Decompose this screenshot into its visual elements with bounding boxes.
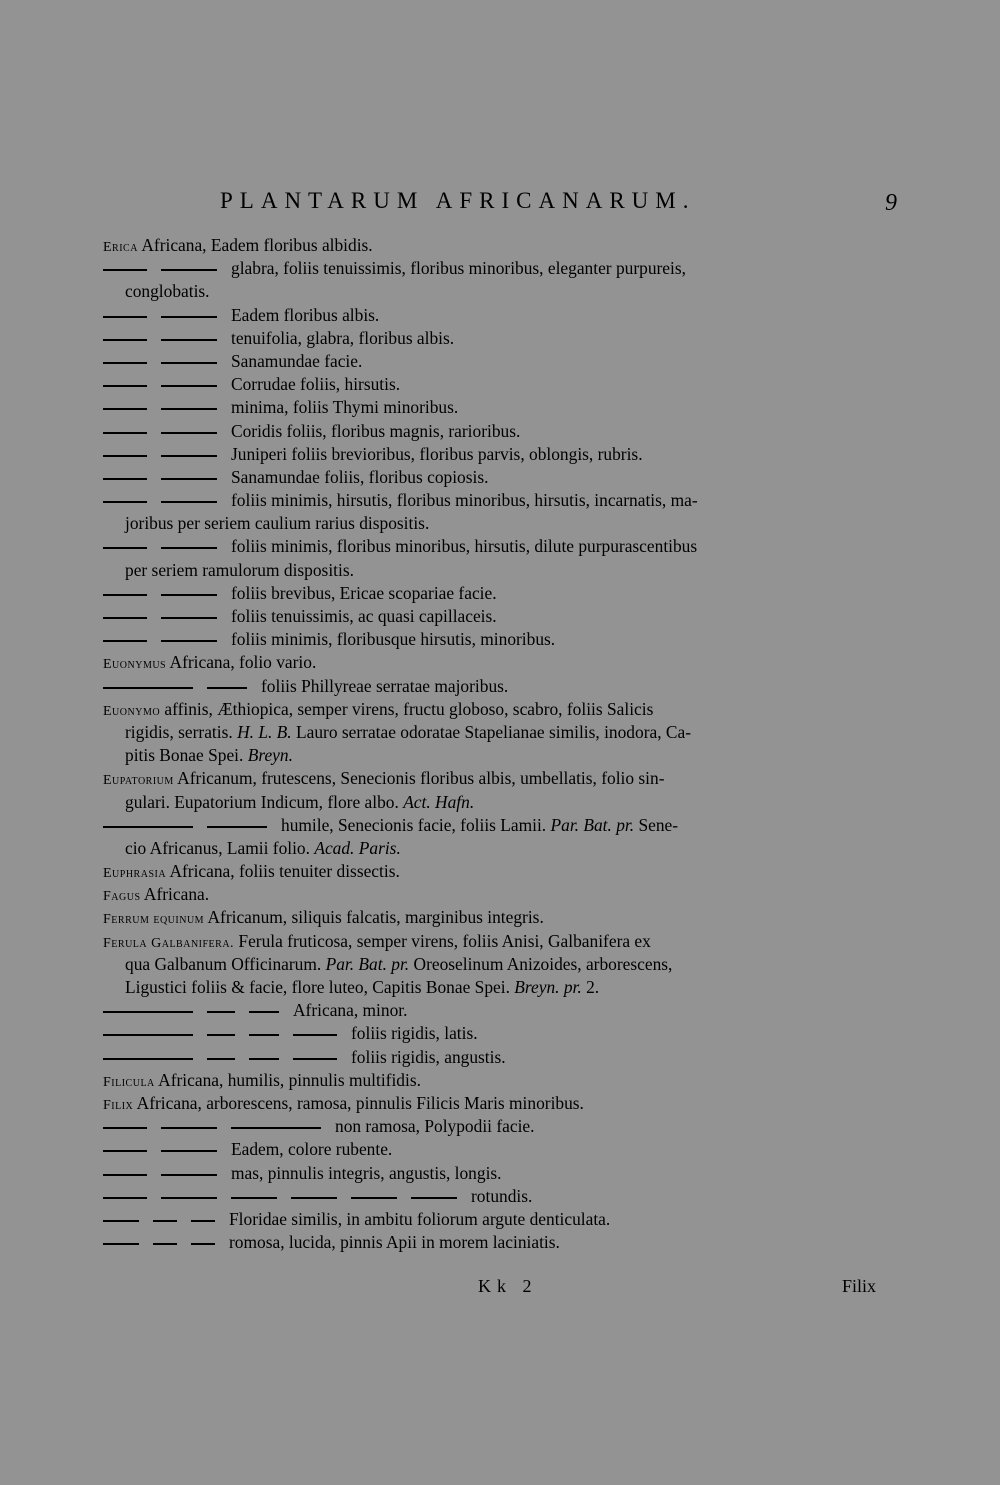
entry-text: foliis minimis, floribus minoribus, hirsutis, dilute purpurascentibus [231,536,698,557]
entry-line [103,860,893,883]
entry-text: conglobatis. [125,281,210,302]
ditto-dash [103,385,147,387]
ditto-dash [207,1011,235,1013]
entry-line [103,883,893,906]
ditto-dash [291,1197,337,1199]
ditto-dash [103,455,147,457]
entry-text: Africana, minor. [293,1000,408,1021]
signature-mark: Kk 2 [478,1276,538,1296]
running-head: PLANTARUM AFRICANARUM. [220,188,696,213]
entry-text: humile, Senecionis facie, foliis Lamii. [281,814,551,835]
sub-entry-line [103,999,893,1022]
entry-text: Eadem floribus albis. [231,304,380,325]
genus-name: Euonymus [103,657,167,673]
ditto-dash [161,478,217,480]
ditto-dash [161,362,217,364]
entry-text: Africana, foliis tenuiter dissectis. [166,861,400,882]
ditto-dash [161,547,217,549]
entry-text-tail: Lauro serratae odoratae Stapelianae similis, inodora, Ca- [291,721,692,742]
entry-text: foliis brevibus, Ericae scopariae facie. [231,582,497,603]
sub-entry-line [103,1231,893,1254]
ditto-dash [103,594,147,596]
sub-entry-line [103,373,893,396]
ditto-dash [103,826,193,828]
ditto-dash [161,316,217,318]
ditto-dash [207,1034,235,1036]
ditto-dash [103,408,147,410]
sub-entry-line [103,814,893,837]
sub-entry-line [103,675,893,698]
ditto-dash [191,1243,215,1245]
sub-entry-line [103,1138,893,1161]
ditto-dash [161,1127,217,1129]
entry-text: Africana, arborescens, ramosa, pinnulis Filicis Maris minoribus. [133,1092,584,1113]
ditto-dash [231,1127,321,1129]
sub-entry-line [103,1185,893,1208]
sub-entry-line [103,535,893,558]
ditto-dash [103,1011,193,1013]
ditto-dash [103,1058,193,1060]
entry-line [103,767,893,790]
entry-line [103,698,893,721]
ditto-dash [161,617,217,619]
entry-text: gulari. Eupatorium Indicum, flore albo. [125,791,404,812]
entry-text: Corrudae foliis, hirsutis. [231,374,401,395]
entry-text: Floridae similis, in ambitu foliorum argute denticulata. [229,1208,611,1229]
entry-text: pitis Bonae Spei. [125,745,248,766]
entry-text: rigidis, serratis. [125,721,238,742]
ditto-dash [207,1058,235,1060]
ditto-dash [161,385,217,387]
ditto-dash [103,547,147,549]
entry-line [103,930,893,953]
ditto-dash [103,1034,193,1036]
ditto-dash [103,617,147,619]
ditto-dash [103,1127,147,1129]
continuation-line [103,512,893,535]
sub-entry-line [103,605,893,628]
ditto-dash [351,1197,397,1199]
entry-text: qua Galbanum Officinarum. [125,953,326,974]
citation: Act. Hafn. [403,791,475,812]
ditto-dash [103,687,193,689]
entry-text: foliis Phillyreae serratae majoribus. [261,675,509,696]
sub-entry-line [103,1046,893,1069]
ditto-dash [161,269,217,271]
ditto-dash [293,1058,337,1060]
sub-entry-line [103,582,893,605]
continuation-line [103,280,893,303]
entry-text: foliis minimis, floribusque hirsutis, minoribus. [231,629,556,650]
ditto-dash [103,1220,139,1222]
entry-text: foliis minimis, hirsutis, floribus minoribus, hirsutis, incarnatis, ma- [231,490,698,511]
ditto-dash [161,594,217,596]
ditto-dash [103,362,147,364]
citation: Breyn. [247,745,293,766]
ditto-dash [103,640,147,642]
sub-entry-line [103,350,893,373]
entry-text: romosa, lucida, pinnis Apii in morem laciniatis. [229,1232,560,1253]
ditto-dash [191,1220,215,1222]
continuation-line [103,721,893,744]
ditto-dash [153,1220,177,1222]
ditto-dash [103,432,147,434]
entry-text: Africana, humilis, pinnulis multifidis. [154,1069,421,1090]
continuation-line [103,976,893,999]
entry-text: Sanamundae facie. [231,350,363,371]
ditto-dash [103,1150,147,1152]
genus-name: Ferula Galbanifera. [103,935,235,951]
sub-entry-line [103,1208,893,1231]
entry-line [103,906,893,929]
ditto-dash [161,432,217,434]
entry-text: foliis tenuissimis, ac quasi capillaceis. [231,606,497,626]
entry-text-tail: 2. [581,977,600,997]
catchword: Filix [842,1276,877,1296]
genus-name: Filix [103,1097,134,1113]
genus-name: Fagus [103,889,141,905]
ditto-dash [161,455,217,457]
entry-text: Africanum, siliquis falcatis, marginibus integris. [204,907,544,928]
genus-name: Erica [103,240,138,255]
entry-text: Juniperi foliis brevioribus, floribus parvis, oblongis, rubris. [231,443,643,464]
entry-text: mas, pinnulis integris, angustis, longis. [231,1162,502,1183]
entry-text-tail: Oreoselinum Anizoides, arborescens, [409,953,673,974]
page-body [103,234,893,1254]
entry-text: per seriem ramulorum dispositis. [125,559,354,580]
ditto-dash [161,640,217,642]
ditto-dash [207,687,247,689]
ditto-dash [249,1011,279,1013]
entry-text: foliis rigidis, angustis. [351,1046,506,1067]
entry-line [103,1069,893,1092]
ditto-dash [103,339,147,341]
ditto-dash [103,1197,147,1199]
ditto-dash [161,339,217,341]
genus-name: Euonymo [103,703,161,719]
genus-name: Euphrasia [103,866,167,882]
sub-entry-line [103,257,893,280]
entry-text-tail: Sene- [634,814,679,835]
ditto-dash [207,826,267,828]
citation: Breyn. pr. [514,977,582,997]
entry-text: glabra, foliis tenuissimis, floribus minoribus, eleganter purpureis, [231,258,686,279]
entry-text: Ferula fruticosa, semper virens, foliis Anisi, Galbanifera ex [234,930,651,951]
entry-text: minima, foliis Thymi minoribus. [231,397,459,418]
ditto-dash [161,408,217,410]
entry-text: Africanum, frutescens, Senecionis floribus albis, umbellatis, folio sin- [173,768,665,789]
entry-text: Africana. [140,884,210,905]
ditto-dash [293,1034,337,1036]
ditto-dash [153,1243,177,1245]
entry-text: cio Africanus, Lamii folio. [125,837,315,858]
sub-entry-line [103,443,893,466]
genus-name: Filicula [103,1074,155,1090]
ditto-dash [231,1197,277,1199]
sub-entry-line [103,396,893,419]
ditto-dash [411,1197,457,1199]
genus-name: Eupatorium [103,773,174,789]
entry-text: Eadem, colore rubente. [231,1139,393,1160]
entry-line [103,651,893,674]
entry-text: Coridis foliis, floribus magnis, rarioribus. [231,420,521,441]
entry-line [103,1092,893,1115]
sub-entry-line [103,327,893,350]
continuation-line [103,837,893,860]
page-number: 9 [885,190,897,216]
citation: Acad. Paris. [314,837,401,858]
ditto-dash [103,316,147,318]
entry-text: Sanamundae foliis, floribus copiosis. [231,466,489,487]
sub-entry-line [103,628,893,651]
sub-entry-line [103,1162,893,1185]
sub-entry-line [103,1115,893,1138]
entry-text: tenuifolia, glabra, floribus albis. [231,327,455,348]
ditto-dash [161,1150,217,1152]
ditto-dash [161,1197,217,1199]
entry-text: foliis rigidis, latis. [351,1023,478,1044]
citation: Par. Bat. pr. [550,814,635,835]
genus-name: Ferrum equinum [103,912,205,928]
entry-text: Africana, Eadem floribus albidis. [137,235,373,255]
ditto-dash [103,478,147,480]
entry-text: Africana, folio vario. [166,652,317,673]
continuation-line [103,791,893,814]
ditto-dash [103,1174,147,1176]
sub-entry-line [103,304,893,327]
ditto-dash [103,1243,139,1245]
ditto-dash [249,1058,279,1060]
entry-text: affinis, Æthiopica, semper virens, fructu globoso, scabro, foliis Salicis [160,698,654,719]
ditto-dash [249,1034,279,1036]
citation: Par. Bat. pr. [325,953,410,974]
continuation-line [103,744,893,767]
ditto-dash [103,269,147,271]
ditto-dash [103,501,147,503]
entry-line [103,234,893,257]
sub-entry-line [103,489,893,512]
citation: H. L. B. [237,721,292,742]
entry-text: Ligustici foliis & facie, flore luteo, Capitis Bonae Spei. [125,977,515,997]
continuation-line [103,953,893,976]
ditto-dash [161,1174,217,1176]
continuation-line [103,559,893,582]
ditto-dash [161,501,217,503]
sub-entry-line [103,420,893,443]
entry-text: joribus per seriem caulium rarius dispositis. [125,513,430,534]
entry-text: rotundis. [471,1185,533,1206]
sub-entry-line [103,466,893,489]
entry-text: non ramosa, Polypodii facie. [335,1116,535,1137]
sub-entry-line [103,1022,893,1045]
